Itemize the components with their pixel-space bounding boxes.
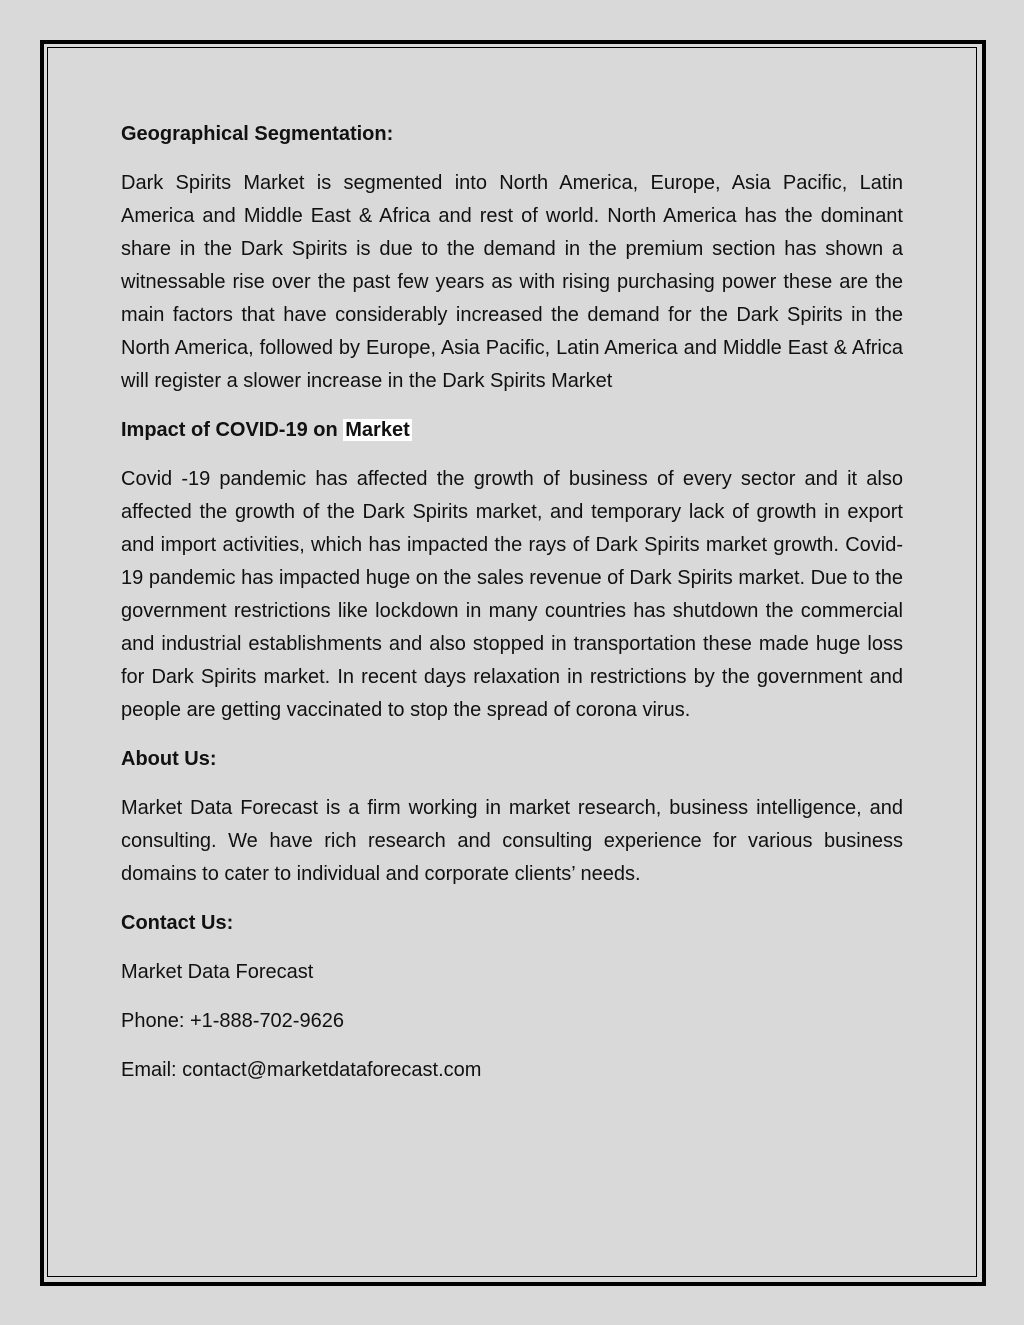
document-content xyxy=(121,118,903,1103)
contact-heading: Contact Us: xyxy=(121,912,234,934)
covid-heading-prefix: Impact of COVID-19 on xyxy=(121,419,344,441)
geo-heading: Geographical Segmentation: xyxy=(121,123,394,145)
contact-company: Market Data Forecast xyxy=(121,961,314,983)
covid-heading-highlight: Market xyxy=(345,419,410,441)
contact-email: Email: contact@marketdataforecast.com xyxy=(121,1059,482,1081)
about-heading: About Us: xyxy=(121,748,217,770)
covid-paragraph: Covid -19 pandemic has affected the growth of business of every sector and it also affected the growth of the Dark Spirits market, and temporary lack of growth in export and import activities, which has impacted the rays of Dark Spirits market growth. Covid-19 pandemic has impacted huge on the sales revenue of Dark Spirits market. Due to the government restrictions like lockdown in many countries has shutdown the commercial and industrial establishments and also stopped in transportation these made huge loss for Dark Spirits market. In recent days relaxation in restrictions by the government and people are getting vaccinated to stop the spread of corona virus. xyxy=(121,468,903,721)
contact-phone: Phone: +1-888-702-9626 xyxy=(121,1010,344,1032)
geo-paragraph: Dark Spirits Market is segmented into North America, Europe, Asia Pacific, Latin America and Middle East & Africa and rest of world. North America has the dominant share in the Dark Spirits is due to the demand in the premium section has shown a witnessable rise over the past few years as with rising purchasing power these are the main factors that have considerably increased the demand for the Dark Spirits in the North America, followed by Europe, Asia Pacific, Latin America and Middle East & Africa will register a slower increase in the Dark Spirits Market xyxy=(121,172,903,392)
covid-heading xyxy=(121,414,903,447)
about-paragraph: Market Data Forecast is a firm working in market research, business intelligence, and consulting. We have rich research and consulting experience for various business domains to cater to individual and corporate clients’ needs. xyxy=(121,797,903,885)
